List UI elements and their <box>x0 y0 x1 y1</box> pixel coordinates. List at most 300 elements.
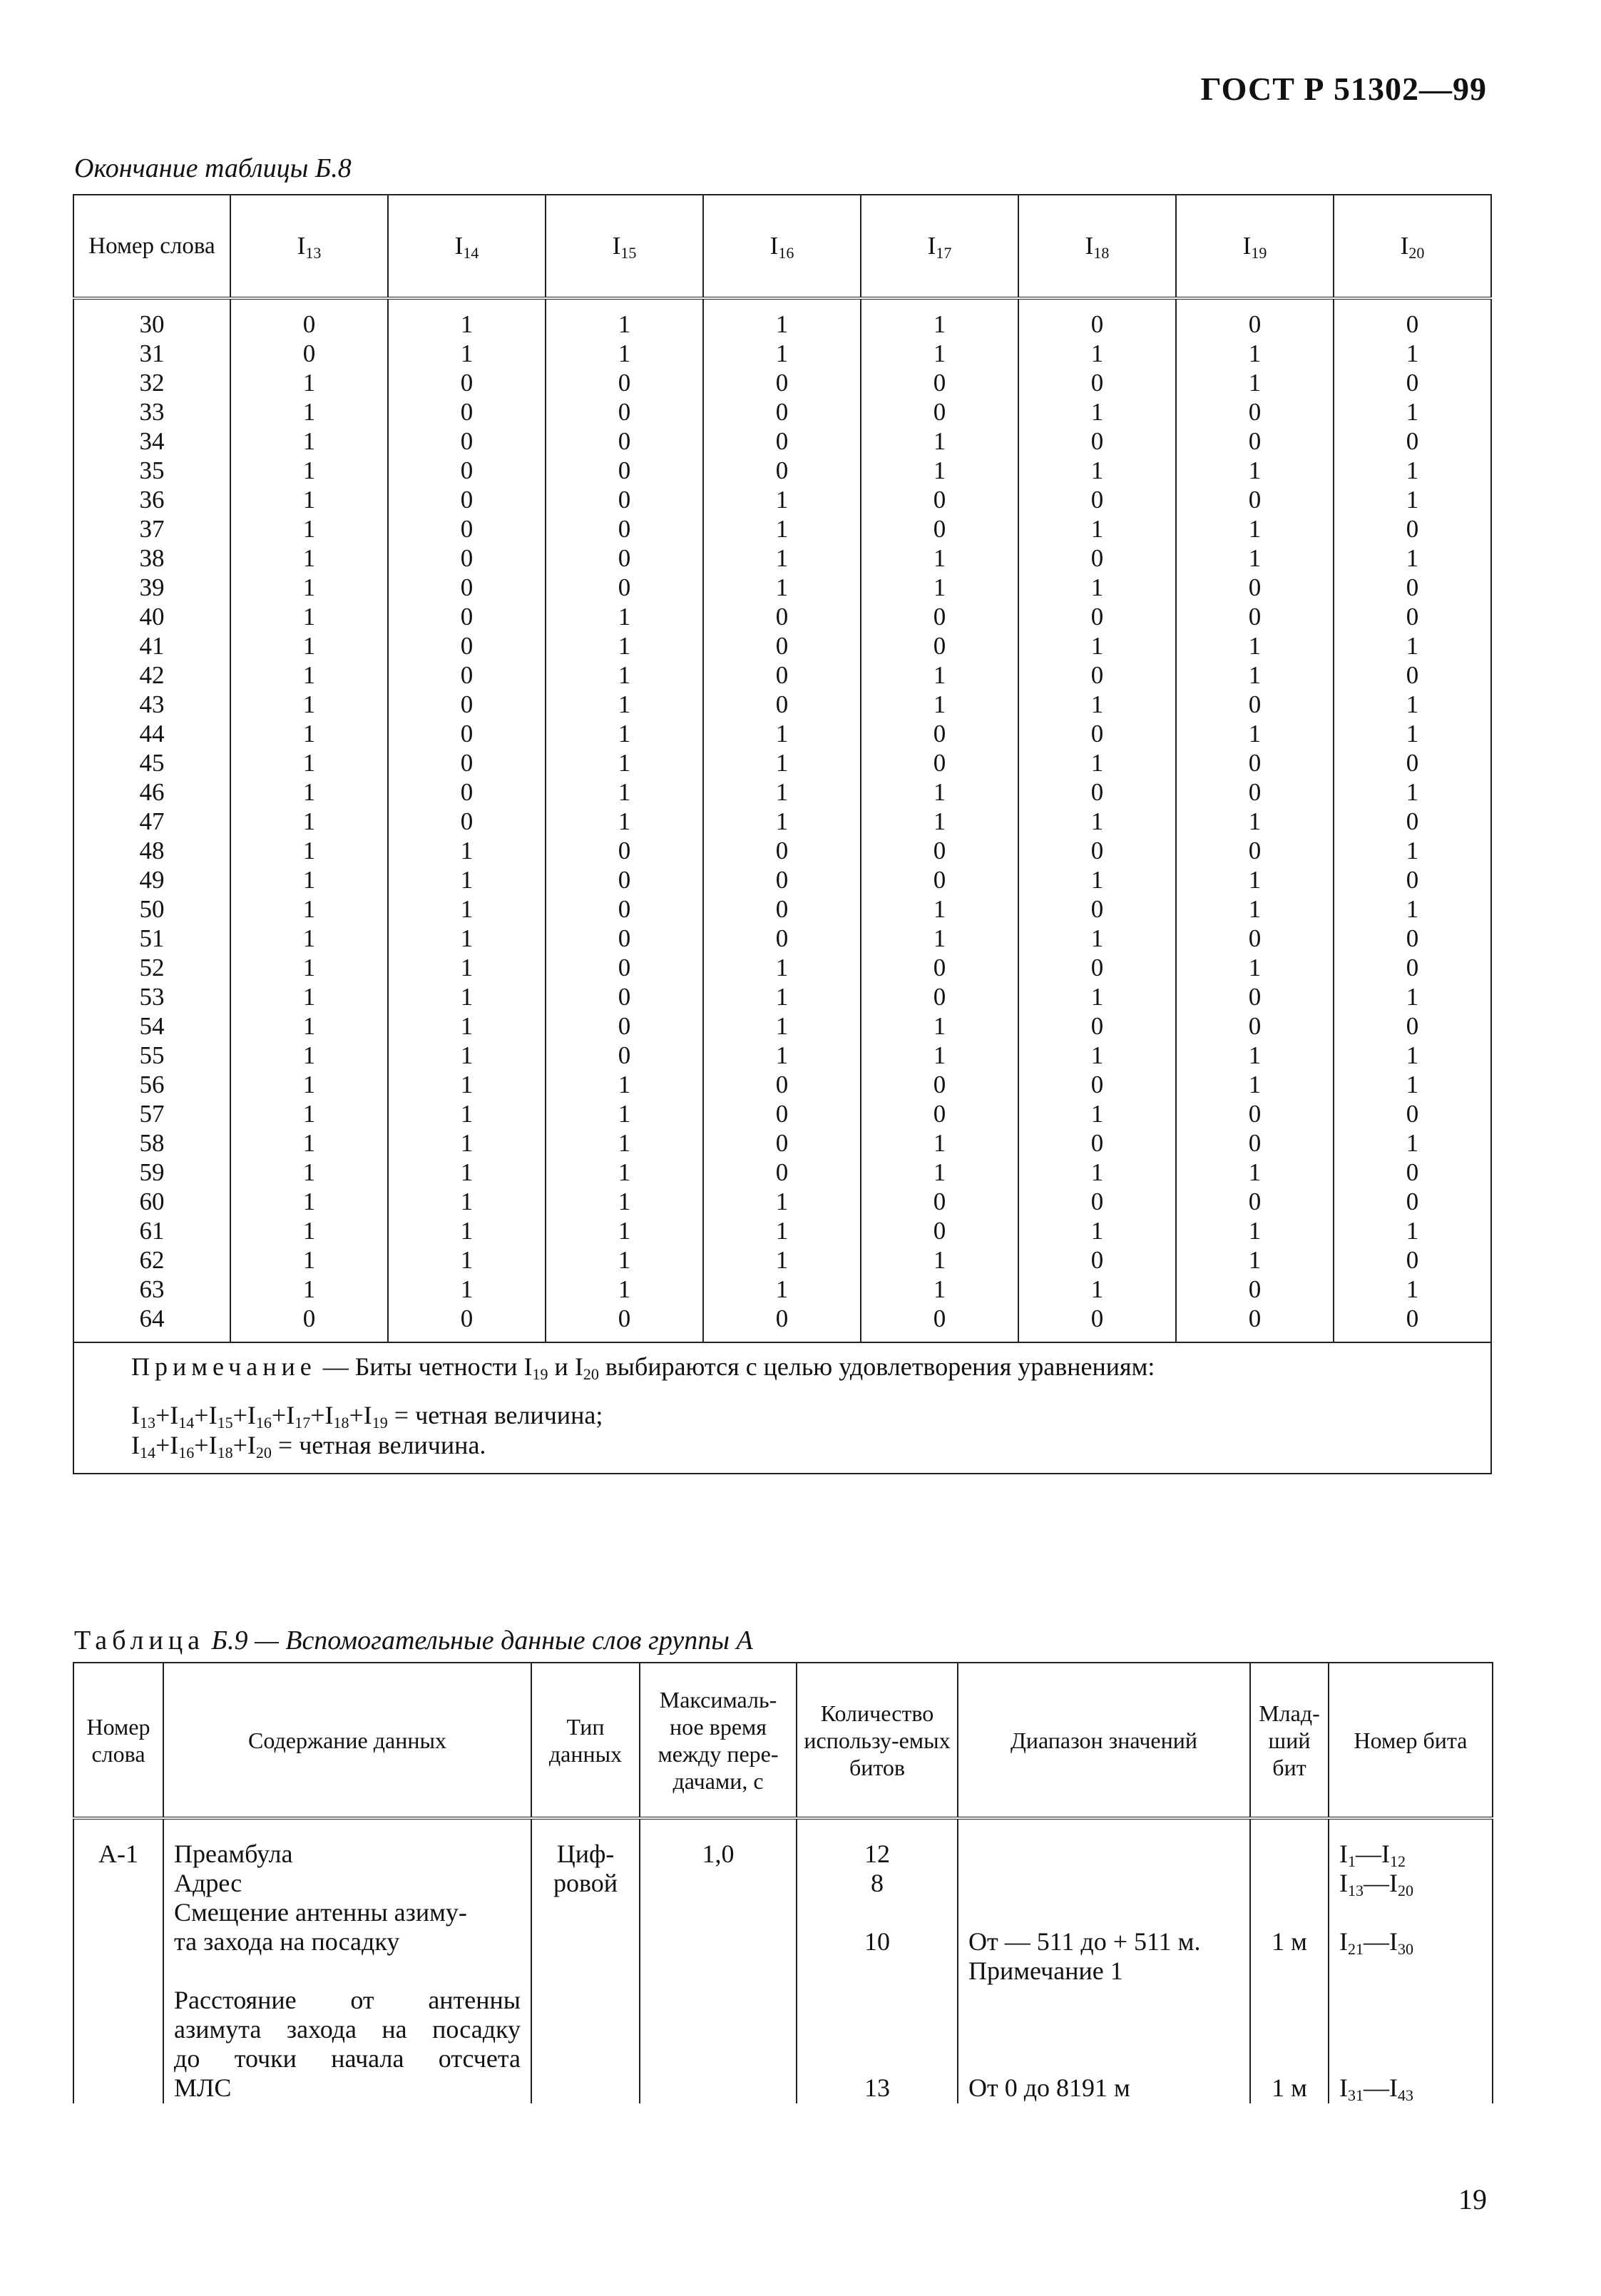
bit-value-cell: 1 <box>546 1099 703 1128</box>
table-row <box>73 807 1491 836</box>
table-row <box>73 924 1491 953</box>
word-number-cell: 33 <box>73 397 230 427</box>
bit-value-cell: 1 <box>230 836 388 865</box>
bit-value-cell: 0 <box>1176 748 1334 777</box>
bit-value-cell: 1 <box>1176 1245 1334 1275</box>
bit-value-cell: 0 <box>1334 573 1491 602</box>
word-number-cell: 62 <box>73 1245 230 1275</box>
bit-value-cell: 1 <box>861 544 1018 573</box>
bit-value-cell: 1 <box>861 427 1018 456</box>
bit-value-cell: 1 <box>703 748 861 777</box>
bit-value-cell: 1 <box>861 1158 1018 1187</box>
bit-value-cell: 1 <box>861 1041 1018 1070</box>
bit-value-cell: 1 <box>1176 1041 1334 1070</box>
bit-value-cell: 0 <box>861 602 1018 631</box>
bit-value-cell: 0 <box>703 456 861 485</box>
b9-header-bits-used: Количество использу-емых битов <box>797 1663 958 1818</box>
bit-value-cell: 0 <box>388 456 546 485</box>
bit-value-cell: 1 <box>546 719 703 748</box>
bit-value-cell: 0 <box>861 865 1018 894</box>
bit-value-cell: 0 <box>861 514 1018 544</box>
bit-value-cell: 1 <box>861 573 1018 602</box>
bit-value-cell: 0 <box>1018 777 1176 807</box>
bit-value-cell: 1 <box>388 894 546 924</box>
bit-value-cell: 1 <box>230 865 388 894</box>
bit-value-cell: 1 <box>230 748 388 777</box>
b9-word-number: А-1 <box>73 1818 163 2103</box>
bit-value-cell: 1 <box>1176 631 1334 660</box>
bit-value-cell: 0 <box>861 485 1018 514</box>
bit-value-cell: 0 <box>388 602 546 631</box>
bit-value-cell: 0 <box>861 836 1018 865</box>
bit-value-cell: 1 <box>546 777 703 807</box>
bit-value-cell: 0 <box>1334 807 1491 836</box>
bit-value-cell: 1 <box>388 1128 546 1158</box>
bit-value-cell: 1 <box>1334 982 1491 1011</box>
bit-value-cell: 0 <box>861 1187 1018 1216</box>
bit-value-cell: 1 <box>703 777 861 807</box>
bit-value-cell: 0 <box>1334 748 1491 777</box>
bit-value-cell: 1 <box>388 339 546 368</box>
word-number-cell: 41 <box>73 631 230 660</box>
word-number-cell: 44 <box>73 719 230 748</box>
bit-value-cell: 1 <box>861 1011 1018 1041</box>
bit-value-cell: 0 <box>703 660 861 690</box>
word-number-cell: 46 <box>73 777 230 807</box>
bit-value-cell: 0 <box>1176 1099 1334 1128</box>
bit-value-cell: 1 <box>703 1245 861 1275</box>
bit-value-cell: 1 <box>861 660 1018 690</box>
bit-value-cell: 0 <box>388 631 546 660</box>
bit-value-cell: 1 <box>546 1158 703 1187</box>
bit-value-cell: 0 <box>703 690 861 719</box>
bit-value-cell: 0 <box>546 368 703 397</box>
bit-value-cell: 0 <box>1334 1245 1491 1275</box>
word-number-cell: 45 <box>73 748 230 777</box>
bit-value-cell: 1 <box>1176 339 1334 368</box>
word-number-cell: 53 <box>73 982 230 1011</box>
bit-value-cell: 1 <box>861 1245 1018 1275</box>
bit-value-cell: 1 <box>1176 660 1334 690</box>
table-b8-header-row <box>73 195 1491 298</box>
bit-value-cell: 0 <box>388 573 546 602</box>
bit-value-cell: 1 <box>230 894 388 924</box>
bit-value-cell: 0 <box>703 602 861 631</box>
bit-value-cell: 1 <box>861 1275 1018 1304</box>
bit-value-cell: 1 <box>1176 807 1334 836</box>
bit-value-cell: 0 <box>230 339 388 368</box>
table-row <box>73 298 1491 339</box>
bit-value-cell: 1 <box>388 1011 546 1041</box>
bit-value-cell: 1 <box>703 982 861 1011</box>
table-row <box>73 1041 1491 1070</box>
table-row <box>73 602 1491 631</box>
bit-value-cell: 0 <box>861 719 1018 748</box>
bit-value-cell: 0 <box>1018 1128 1176 1158</box>
bit-value-cell: 0 <box>703 1304 861 1342</box>
bit-value-cell: 1 <box>546 1187 703 1216</box>
bit-value-cell: 1 <box>1018 456 1176 485</box>
bit-value-cell: 0 <box>388 544 546 573</box>
bit-value-cell: 1 <box>1176 865 1334 894</box>
word-number-cell: 32 <box>73 368 230 397</box>
bit-value-cell: 0 <box>861 953 1018 982</box>
bit-value-cell: 0 <box>703 427 861 456</box>
bit-value-cell: 0 <box>1018 953 1176 982</box>
bit-value-cell: 0 <box>1334 427 1491 456</box>
table-row <box>73 1187 1491 1216</box>
b9-bits-used: 12 8 10 13 <box>797 1818 958 2103</box>
bit-value-cell: 1 <box>1018 865 1176 894</box>
b9-lsb: 1 м 1 м <box>1250 1818 1329 2103</box>
bit-value-cell: 0 <box>1176 1011 1334 1041</box>
bit-value-cell: 1 <box>1334 339 1491 368</box>
bit-value-cell: 0 <box>703 1158 861 1187</box>
bit-value-cell: 1 <box>388 1070 546 1099</box>
bit-value-cell: 0 <box>1176 573 1334 602</box>
bit-value-cell: 0 <box>546 456 703 485</box>
word-number-cell: 61 <box>73 1216 230 1245</box>
b9-range: От — 511 до + 511 м. Примечание 1 От 0 до 8191 м <box>958 1818 1250 2103</box>
bit-value-cell: 1 <box>1176 456 1334 485</box>
bit-value-cell: 1 <box>230 953 388 982</box>
bit-value-cell: 1 <box>1334 777 1491 807</box>
bit-value-cell: 1 <box>1176 1216 1334 1245</box>
b9-bit-number: $I_1—I_{12}$ $I_{13}—I_{20}$ $I_{21}—I_{30}$ $I_{31}—I_{43}$ <box>1329 1818 1493 2103</box>
word-number-header: Номер слова <box>73 195 230 298</box>
bit-value-cell: 0 <box>703 368 861 397</box>
bit-value-cell: 0 <box>1018 836 1176 865</box>
word-number-cell: 54 <box>73 1011 230 1041</box>
bit-value-cell: 1 <box>230 485 388 514</box>
bit-value-cell: 0 <box>861 631 1018 660</box>
bit-value-cell: 1 <box>230 1275 388 1304</box>
bit-value-cell: 0 <box>1018 1011 1176 1041</box>
bit-value-cell: 0 <box>861 397 1018 427</box>
bit-value-cell: 1 <box>861 807 1018 836</box>
table-row <box>73 1070 1491 1099</box>
bit-value-cell: 1 <box>1018 1099 1176 1128</box>
bit-value-cell: 1 <box>703 339 861 368</box>
bit-value-cell: 1 <box>1018 748 1176 777</box>
bit-value-cell: 1 <box>1018 631 1176 660</box>
bit-value-cell: 1 <box>1176 368 1334 397</box>
bit-value-cell: 1 <box>546 690 703 719</box>
bit-value-cell: 1 <box>230 1128 388 1158</box>
bit-value-cell: 0 <box>703 1099 861 1128</box>
bit-value-cell: 0 <box>388 485 546 514</box>
word-number-cell: 63 <box>73 1275 230 1304</box>
bit-value-cell: 0 <box>861 368 1018 397</box>
bit-header-i14: $I_{14}$ <box>388 195 546 298</box>
bit-value-cell: 1 <box>230 1158 388 1187</box>
bit-value-cell: 1 <box>703 544 861 573</box>
word-number-cell: 36 <box>73 485 230 514</box>
bit-value-cell: 0 <box>1334 660 1491 690</box>
bit-value-cell: 1 <box>703 953 861 982</box>
bit-value-cell: 1 <box>1334 1216 1491 1245</box>
table-row <box>73 777 1491 807</box>
table-row <box>73 1158 1491 1187</box>
bit-header-i17: $I_{17}$ <box>861 195 1018 298</box>
bit-value-cell: 0 <box>388 427 546 456</box>
bit-value-cell: 1 <box>388 1216 546 1245</box>
bit-value-cell: 0 <box>1018 298 1176 339</box>
bit-value-cell: 0 <box>1176 836 1334 865</box>
bit-value-cell: 1 <box>546 298 703 339</box>
parity-equation-1: $I_{13}+I_{14}+I_{15}+I_{16}+I_{17}+I_{18}+I_{19}$ = четная величина; <box>131 1401 603 1432</box>
b9-data-type: Циф- ровой <box>531 1818 640 2103</box>
bit-value-cell: 1 <box>230 1041 388 1070</box>
bit-value-cell: 1 <box>546 339 703 368</box>
bit-value-cell: 1 <box>861 298 1018 339</box>
bit-value-cell: 1 <box>1334 836 1491 865</box>
bit-value-cell: 0 <box>861 1070 1018 1099</box>
table-row <box>73 485 1491 514</box>
bit-value-cell: 1 <box>388 1099 546 1128</box>
table-row <box>73 719 1491 748</box>
bit-value-cell: 0 <box>546 427 703 456</box>
bit-value-cell: 0 <box>703 924 861 953</box>
bit-value-cell: 0 <box>1176 1304 1334 1342</box>
table-b9-row-a1 <box>73 1818 1493 2103</box>
word-number-cell: 38 <box>73 544 230 573</box>
bit-value-cell: 1 <box>230 1216 388 1245</box>
bit-value-cell: 1 <box>703 1041 861 1070</box>
bit-value-cell: 1 <box>230 982 388 1011</box>
bit-value-cell: 0 <box>1176 427 1334 456</box>
bit-value-cell: 1 <box>230 456 388 485</box>
bit-value-cell: 0 <box>230 1304 388 1342</box>
bit-value-cell: 1 <box>230 777 388 807</box>
bit-value-cell: 1 <box>1176 544 1334 573</box>
bit-value-cell: 1 <box>230 1245 388 1275</box>
table-row <box>73 690 1491 719</box>
bit-value-cell: 0 <box>1018 485 1176 514</box>
bit-value-cell: 0 <box>861 1304 1018 1342</box>
bit-value-cell: 1 <box>1334 397 1491 427</box>
table-b8-body <box>73 298 1491 1342</box>
b9-header-content: Содержание данных <box>163 1663 531 1818</box>
bit-value-cell: 1 <box>703 807 861 836</box>
bit-value-cell: 1 <box>1018 1275 1176 1304</box>
table-b9 <box>73 1662 1493 2103</box>
bit-value-cell: 0 <box>1018 1245 1176 1275</box>
table-row <box>73 368 1491 397</box>
bit-value-cell: 0 <box>1334 602 1491 631</box>
bit-value-cell: 0 <box>1018 544 1176 573</box>
bit-value-cell: 1 <box>230 368 388 397</box>
bit-value-cell: 0 <box>388 719 546 748</box>
word-number-cell: 47 <box>73 807 230 836</box>
table-row <box>73 1128 1491 1158</box>
word-number-cell: 55 <box>73 1041 230 1070</box>
word-number-cell: 58 <box>73 1128 230 1158</box>
word-number-cell: 48 <box>73 836 230 865</box>
bit-value-cell: 1 <box>1334 1275 1491 1304</box>
bit-value-cell: 1 <box>388 865 546 894</box>
word-number-cell: 50 <box>73 894 230 924</box>
bit-value-cell: 0 <box>1334 1304 1491 1342</box>
bit-value-cell: 0 <box>546 953 703 982</box>
bit-value-cell: 0 <box>546 982 703 1011</box>
bit-value-cell: 0 <box>703 1128 861 1158</box>
word-number-cell: 31 <box>73 339 230 368</box>
table-row <box>73 427 1491 456</box>
word-number-cell: 39 <box>73 573 230 602</box>
bit-value-cell: 1 <box>703 1187 861 1216</box>
bit-value-cell: 1 <box>1334 719 1491 748</box>
bit-value-cell: 0 <box>703 397 861 427</box>
bit-header-i18: $I_{18}$ <box>1018 195 1176 298</box>
bit-value-cell: 1 <box>1334 690 1491 719</box>
bit-value-cell: 1 <box>388 1275 546 1304</box>
bit-value-cell: 1 <box>388 1187 546 1216</box>
bit-value-cell: 0 <box>546 397 703 427</box>
bit-value-cell: 1 <box>1176 894 1334 924</box>
bit-value-cell: 0 <box>1334 1011 1491 1041</box>
word-number-cell: 30 <box>73 298 230 339</box>
b9-header-max-interval: Максималь-ное время между пере-дачами, с <box>640 1663 797 1818</box>
word-number-cell: 34 <box>73 427 230 456</box>
bit-header-i13: $I_{13}$ <box>230 195 388 298</box>
bit-value-cell: 1 <box>1176 1070 1334 1099</box>
table-row <box>73 631 1491 660</box>
bit-value-cell: 1 <box>1334 631 1491 660</box>
bit-value-cell: 1 <box>388 953 546 982</box>
word-number-cell: 52 <box>73 953 230 982</box>
table-row <box>73 339 1491 368</box>
bit-value-cell: 1 <box>388 924 546 953</box>
bit-value-cell: 0 <box>388 514 546 544</box>
b9-max-interval: 1,0 <box>640 1818 797 2103</box>
bit-value-cell: 0 <box>1176 485 1334 514</box>
bit-header-i16: $I_{16}$ <box>703 195 861 298</box>
bit-value-cell: 1 <box>388 1245 546 1275</box>
bit-value-cell: 0 <box>1334 924 1491 953</box>
word-number-cell: 42 <box>73 660 230 690</box>
table-row <box>73 748 1491 777</box>
bit-value-cell: 1 <box>703 298 861 339</box>
bit-value-cell: 1 <box>230 602 388 631</box>
bit-value-cell: 0 <box>388 660 546 690</box>
bit-value-cell: 0 <box>1176 397 1334 427</box>
bit-value-cell: 1 <box>861 456 1018 485</box>
bit-value-cell: 0 <box>1018 1187 1176 1216</box>
bit-value-cell: 0 <box>388 807 546 836</box>
bit-value-cell: 0 <box>861 1099 1018 1128</box>
bit-value-cell: 1 <box>1334 1128 1491 1158</box>
word-number-cell: 59 <box>73 1158 230 1187</box>
bit-value-cell: 0 <box>546 1011 703 1041</box>
table-row <box>73 865 1491 894</box>
bit-value-cell: 0 <box>1176 298 1334 339</box>
bit-value-cell: 1 <box>230 1099 388 1128</box>
table-b8 <box>73 194 1492 1474</box>
bit-value-cell: 1 <box>388 1158 546 1187</box>
bit-value-cell: 1 <box>230 544 388 573</box>
bit-value-cell: 0 <box>1176 924 1334 953</box>
bit-value-cell: 0 <box>1018 602 1176 631</box>
table-row <box>73 894 1491 924</box>
bit-value-cell: 0 <box>1018 427 1176 456</box>
bit-value-cell: 0 <box>546 894 703 924</box>
table-row <box>73 836 1491 865</box>
word-number-cell: 40 <box>73 602 230 631</box>
bit-value-cell: 0 <box>703 836 861 865</box>
bit-value-cell: 0 <box>1018 1304 1176 1342</box>
table-row <box>73 514 1491 544</box>
table-row <box>73 1304 1491 1342</box>
bit-value-cell: 0 <box>1176 1128 1334 1158</box>
bit-value-cell: 1 <box>230 719 388 748</box>
bit-value-cell: 0 <box>1334 514 1491 544</box>
word-number-cell: 51 <box>73 924 230 953</box>
bit-value-cell: 0 <box>703 631 861 660</box>
bit-value-cell: 1 <box>1176 1158 1334 1187</box>
bit-value-cell: 0 <box>546 544 703 573</box>
bit-value-cell: 0 <box>703 865 861 894</box>
bit-value-cell: 0 <box>388 397 546 427</box>
bit-value-cell: 1 <box>1018 1041 1176 1070</box>
bit-value-cell: 1 <box>546 660 703 690</box>
bit-value-cell: 1 <box>1334 1070 1491 1099</box>
word-number-cell: 56 <box>73 1070 230 1099</box>
bit-value-cell: 1 <box>1018 982 1176 1011</box>
bit-value-cell: 1 <box>230 631 388 660</box>
bit-value-cell: 1 <box>703 1275 861 1304</box>
b9-header-bit-number: Номер бита <box>1329 1663 1493 1818</box>
bit-value-cell: 0 <box>388 690 546 719</box>
bit-value-cell: 1 <box>703 719 861 748</box>
bit-value-cell: 1 <box>1018 339 1176 368</box>
bit-value-cell: 1 <box>230 924 388 953</box>
bit-value-cell: 1 <box>546 807 703 836</box>
bit-value-cell: 0 <box>1334 368 1491 397</box>
bit-value-cell: 0 <box>1018 368 1176 397</box>
bit-value-cell: 1 <box>388 1041 546 1070</box>
bit-value-cell: 1 <box>230 514 388 544</box>
bit-value-cell: 1 <box>230 690 388 719</box>
table-b9-caption: Таблица Б.9 — Вспомогательные данные слов группы А <box>74 1626 753 1655</box>
bit-value-cell: 1 <box>546 1070 703 1099</box>
bit-value-cell: 0 <box>1334 865 1491 894</box>
bit-value-cell: 0 <box>1176 690 1334 719</box>
bit-value-cell: 1 <box>388 836 546 865</box>
bit-value-cell: 1 <box>546 748 703 777</box>
bit-value-cell: 1 <box>230 397 388 427</box>
bit-value-cell: 1 <box>230 1187 388 1216</box>
bit-value-cell: 0 <box>546 514 703 544</box>
b9-header-lsb: Млад-ший бит <box>1250 1663 1329 1818</box>
bit-value-cell: 1 <box>546 631 703 660</box>
table-b8-caption: Окончание таблицы Б.8 <box>74 153 352 183</box>
bit-value-cell: 1 <box>1018 690 1176 719</box>
bit-value-cell: 0 <box>1334 1158 1491 1187</box>
bit-value-cell: 1 <box>1334 456 1491 485</box>
bit-value-cell: 1 <box>703 1216 861 1245</box>
word-number-cell: 60 <box>73 1187 230 1216</box>
table-row <box>73 544 1491 573</box>
bit-value-cell: 0 <box>861 1216 1018 1245</box>
bit-value-cell: 0 <box>546 924 703 953</box>
b9-header-word-number: Номер слова <box>73 1663 163 1818</box>
bit-value-cell: 1 <box>861 339 1018 368</box>
word-number-cell: 37 <box>73 514 230 544</box>
bit-value-cell: 1 <box>230 427 388 456</box>
bit-value-cell: 1 <box>1176 953 1334 982</box>
bit-value-cell: 0 <box>546 1041 703 1070</box>
